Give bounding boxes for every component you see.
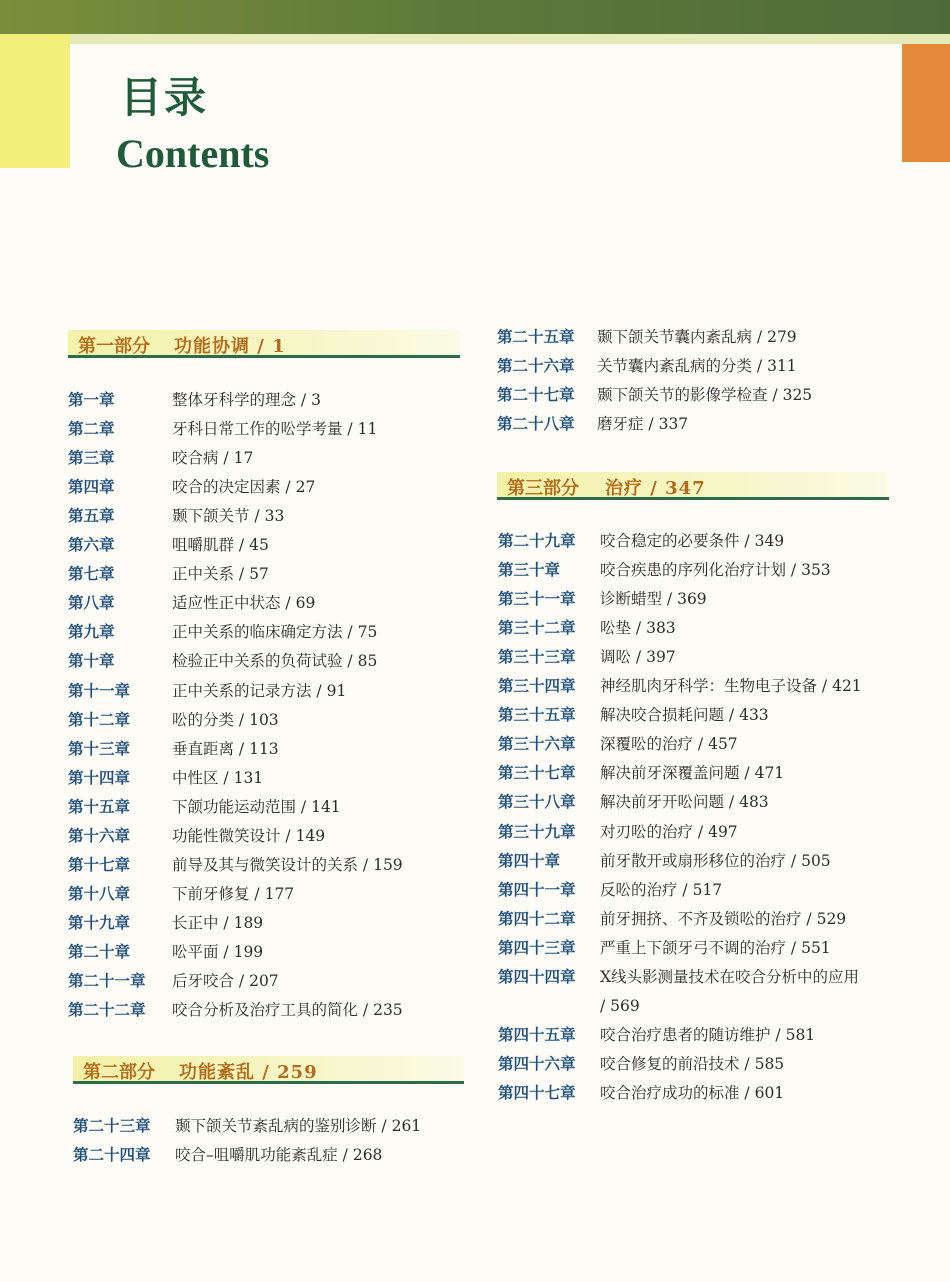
- toc-entry: [68, 418, 468, 440]
- top-light-strip: [0, 34, 950, 44]
- chapter-number: 第四十一章: [498, 879, 576, 899]
- yellow-accent-block: [0, 34, 70, 168]
- chapter-title: 正中关系 / 57: [172, 565, 269, 584]
- chapter-title: 前导及其与微笑设计的关系 / 159: [172, 855, 403, 874]
- chapter-number: 第三十一章: [498, 589, 576, 609]
- chapter-number: 第十八章: [68, 883, 131, 903]
- toc-entry: [68, 825, 468, 847]
- chapter-number: 第十七章: [68, 854, 131, 874]
- chapter-title: 咬合分析及治疗工具的简化 / 235: [172, 1001, 403, 1020]
- toc-entry: [68, 534, 468, 556]
- chapter-number: 第三十四章: [498, 676, 576, 696]
- chapter-title: 下前牙修复 / 177: [172, 884, 295, 903]
- chapter-number: 第四章: [68, 477, 115, 497]
- chapter-number: 第十章: [68, 651, 115, 671]
- toc-entry: [68, 970, 468, 992]
- chapter-page-continued: / 569: [600, 996, 640, 1015]
- chapter-number: 第二十九章: [498, 531, 576, 550]
- chapter-number: 第四十章: [498, 850, 561, 870]
- chapter-number: 第十九章: [68, 912, 131, 932]
- part-label: 第一部分: [78, 336, 150, 357]
- toc-entry: [73, 1144, 473, 1166]
- toc-entry: [68, 796, 468, 818]
- chapter-number: 第四十四章: [498, 966, 576, 986]
- page-title-en: Contents: [116, 131, 270, 176]
- toc-entry: [68, 854, 468, 876]
- chapter-title: 颞下颌关节囊内紊乱病 / 279: [597, 328, 797, 346]
- chapter-title: 㕬的分类 / 103: [172, 710, 279, 729]
- chapter-number: 第二十四章: [73, 1145, 151, 1164]
- chapter-number: 第三十章: [498, 560, 561, 580]
- chapter-title: 诊断蜡型 / 369: [600, 590, 707, 609]
- part-label: 第二部分: [83, 1062, 155, 1083]
- toc-entry: [68, 563, 468, 585]
- toc-entry: [498, 530, 898, 552]
- chapter-title: 正中关系的临床确定方法 / 75: [172, 623, 378, 642]
- chapter-title: 长正中 / 189: [172, 913, 264, 932]
- chapter-title: 咬合病 / 17: [172, 449, 254, 468]
- toc-entry: [68, 476, 468, 498]
- toc-entry: [498, 704, 898, 726]
- toc-entry: [498, 966, 898, 1015]
- toc-entry: [498, 617, 898, 639]
- chapter-title: 神经肌肉牙科学：生物电子设备 / 421: [600, 677, 862, 696]
- chapter-title: 咬合治疗成功的标准 / 601: [600, 1083, 785, 1102]
- toc-entry: [498, 908, 898, 930]
- chapter-title: 下颌功能运动范围 / 141: [172, 797, 341, 816]
- chapter-number: 第六章: [68, 535, 115, 555]
- chapter-number: 第二十八章: [497, 414, 575, 433]
- toc-entry: [68, 389, 468, 411]
- toc-entry: [68, 738, 468, 760]
- toc-entry: [68, 592, 468, 614]
- chapter-title: 检验正中关系的负荷试验 / 85: [172, 652, 378, 671]
- chapter-number: 第二十章: [68, 941, 131, 961]
- chapter-title: 严重上下颌牙弓不调的治疗 / 551: [600, 938, 831, 957]
- chapter-number: 第二十六章: [497, 356, 575, 375]
- toc-entry: [498, 850, 898, 872]
- chapter-title: 咬合–咀嚼肌功能紊乱症 / 268: [175, 1146, 383, 1164]
- toc-entry: [497, 326, 897, 348]
- part-title: 功能紊乱 / 259: [179, 1062, 318, 1083]
- toc-entry: [68, 883, 468, 905]
- toc-entry: [68, 650, 468, 672]
- toc-entry: [498, 791, 898, 813]
- chapter-number: 第三十三章: [498, 647, 576, 667]
- chapter-number: 第三十五章: [498, 705, 576, 725]
- toc-entry: [498, 559, 898, 581]
- chapter-title: 咬合稳定的必要条件 / 349: [600, 532, 785, 550]
- chapter-number: 第十五章: [68, 796, 131, 816]
- toc-entry: [497, 384, 897, 406]
- chapter-title: 功能性微笑设计 / 149: [172, 826, 326, 845]
- toc-entry: [68, 680, 468, 702]
- chapter-title: 咬合疾患的序列化治疗计划 / 353: [600, 561, 831, 580]
- chapter-title: 磨牙症 / 337: [597, 415, 689, 433]
- chapter-number: 第九章: [68, 622, 115, 642]
- chapter-title: 牙科日常工作的㕬学考量 / 11: [172, 420, 378, 439]
- chapter-title: 关节囊内紊乱病的分类 / 311: [597, 357, 797, 375]
- toc-entry: [498, 588, 898, 610]
- toc-entry: [498, 1024, 898, 1046]
- toc-entry: [497, 413, 897, 435]
- toc-entry: [68, 941, 468, 963]
- chapter-title: 咬合的决定因素 / 27: [172, 478, 316, 497]
- chapter-title: 整体牙科学的理念 / 3: [172, 391, 321, 409]
- toc-entry: [498, 762, 898, 784]
- toc-entry: [68, 767, 468, 789]
- chapter-title: 正中关系的记录方法 / 91: [172, 681, 347, 700]
- chapter-number: 第七章: [68, 564, 115, 584]
- toc-entry: [68, 999, 468, 1021]
- toc-entry: [68, 447, 468, 469]
- chapter-number: 第二十一章: [68, 971, 146, 990]
- toc-entry: [498, 937, 898, 959]
- chapter-number: 第五章: [68, 506, 115, 526]
- toc-entry: [498, 1053, 898, 1075]
- chapter-number: 第十一章: [68, 680, 131, 700]
- toc-entry: [498, 821, 898, 843]
- part-header-2: [73, 1056, 464, 1084]
- toc-entry: [68, 912, 468, 934]
- chapter-number: 第十三章: [68, 738, 131, 758]
- part-title: 功能协调 / 1: [174, 336, 286, 357]
- chapter-number: 第三章: [68, 448, 115, 468]
- chapter-number: 第八章: [68, 593, 115, 613]
- chapter-number: 第四十三章: [498, 937, 576, 957]
- chapter-title: 咬合治疗患者的随访维护 / 581: [600, 1025, 816, 1044]
- chapter-title: 颞下颌关节 / 33: [172, 507, 285, 526]
- chapter-title: 解决前牙深覆盖问题 / 471: [600, 764, 785, 783]
- chapter-title: 反㕬的治疗 / 517: [600, 880, 723, 899]
- chapter-number: 第二章: [68, 419, 115, 439]
- chapter-number: 第一章: [68, 390, 115, 409]
- chapter-number: 第四十五章: [498, 1024, 576, 1044]
- chapter-number: 第二十七章: [497, 385, 575, 404]
- chapter-number: 第三十九章: [498, 821, 576, 841]
- chapter-title: 㕬垫 / 383: [600, 619, 676, 638]
- chapter-title: 调㕬 / 397: [600, 648, 676, 667]
- chapter-title: 对刃㕬的治疗 / 497: [600, 822, 738, 841]
- toc-entry: [73, 1115, 473, 1137]
- chapter-number: 第三十六章: [498, 734, 576, 754]
- toc-entry: [498, 646, 898, 668]
- part-title: 治疗 / 347: [605, 478, 706, 499]
- chapter-number: 第四十六章: [498, 1053, 576, 1073]
- toc-entry: [498, 1082, 898, 1104]
- chapter-title: 解决咬合损耗问题 / 433: [600, 706, 769, 725]
- chapter-title: 垂直距离 / 113: [172, 739, 279, 758]
- chapter-number: 第三十七章: [498, 763, 576, 783]
- toc-entry: [68, 505, 468, 527]
- toc-entry: [497, 355, 897, 377]
- chapter-title: 后牙咬合 / 207: [172, 972, 279, 990]
- toc-entry: [498, 879, 898, 901]
- chapter-number: 第三十二章: [498, 618, 576, 638]
- top-color-band: [0, 0, 950, 34]
- chapter-title: 颞下颌关节的影像学检查 / 325: [597, 386, 813, 404]
- chapter-title: 颞下颌关节紊乱病的鉴别诊断 / 261: [175, 1117, 422, 1135]
- chapter-title: X线头影测量技术在咬合分析中的应用: [600, 967, 860, 986]
- chapter-number: 第十二章: [68, 709, 131, 729]
- orange-accent-block: [902, 44, 950, 162]
- chapter-number: 第三十八章: [498, 792, 576, 812]
- chapter-number: 第十四章: [68, 767, 131, 787]
- chapter-number: 第四十二章: [498, 908, 576, 928]
- page-title-cn: 目录: [120, 73, 209, 122]
- chapter-title: 适应性正中状态 / 69: [172, 594, 316, 613]
- chapter-number: 第十六章: [68, 825, 131, 845]
- chapter-title: 㕬平面 / 199: [172, 942, 264, 961]
- part-label: 第三部分: [507, 478, 579, 499]
- chapter-title: 咀嚼肌群 / 45: [172, 536, 269, 555]
- chapter-number: 第二十二章: [68, 1000, 146, 1020]
- part-header-1: [68, 330, 460, 358]
- toc-entry: [68, 709, 468, 731]
- chapter-number: 第二十三章: [73, 1116, 151, 1135]
- part-header-3: [497, 472, 889, 500]
- chapter-number: 第二十五章: [497, 327, 575, 346]
- toc-entry: [68, 621, 468, 643]
- chapter-number: 第四十七章: [498, 1082, 576, 1102]
- chapter-title: 中性区 / 131: [172, 768, 264, 787]
- chapter-title: 解决前牙开㕬问题 / 483: [600, 793, 769, 812]
- chapter-title: 深覆㕬的治疗 / 457: [600, 735, 738, 754]
- chapter-title: 前牙散开或扇形移位的治疗 / 505: [600, 851, 831, 870]
- chapter-title: 前牙拥挤、不齐及锁㕬的治疗 / 529: [600, 909, 847, 928]
- toc-entry: [498, 733, 898, 755]
- chapter-title: 咬合修复的前沿技术 / 585: [600, 1054, 785, 1073]
- toc-entry: [498, 675, 898, 697]
